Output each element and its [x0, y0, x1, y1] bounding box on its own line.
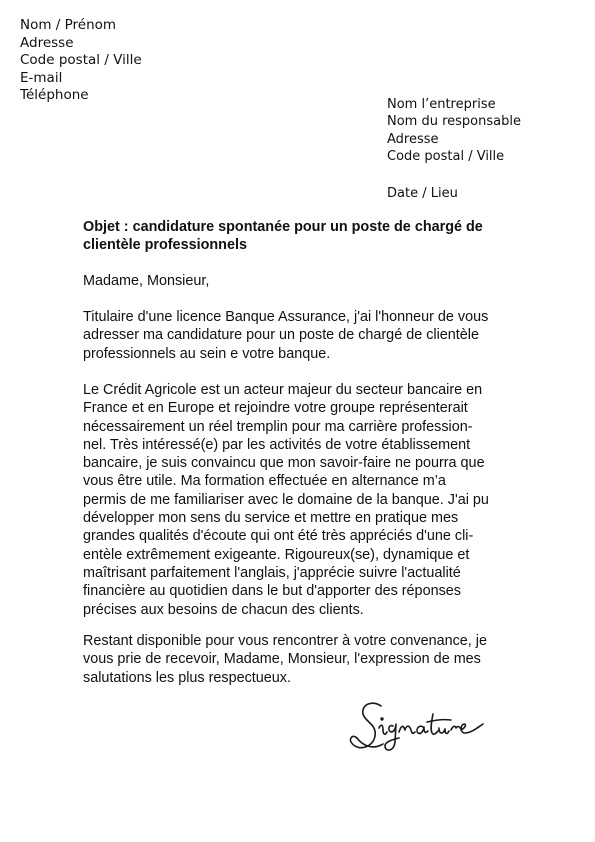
recipient-postal-city: Code postal / Ville [387, 149, 505, 165]
paragraph-line: grandes qualités d'écoute qui ont été très appréciés d'une cli- [83, 528, 474, 545]
handwritten-signature [343, 694, 493, 764]
signature-strokes [350, 703, 483, 750]
paragraph-line: vous être utile. Ma formation effectuée en alternance m’a [83, 473, 446, 490]
paragraph-line: adresser ma candidature pour un poste de chargé de clientèle [83, 327, 479, 344]
date-place-text: Date / Lieu [387, 186, 458, 201]
sender-postal-city: Code postal / Ville [20, 52, 142, 69]
paragraph-line: Le Crédit Agricole est un acteur majeur du secteur bancaire en [83, 382, 483, 398]
subject-line-2: clientèle professionnels [83, 237, 247, 254]
recipient-manager: Nom du responsable [387, 114, 521, 130]
salutation [83, 272, 513, 290]
subject-line-1: Objet : candidature spontanée pour un poste de chargé de [83, 219, 483, 235]
paragraph-closing [83, 632, 513, 687]
paragraph-line: Titulaire d'une licence Banque Assurance, j'ai l'honneur de vous [83, 309, 489, 325]
paragraph-line: nécessairement un réel tremplin pour ma carrière profession- [83, 418, 473, 435]
paragraph-line: vous prie de recevoir, Madame, Monsieur, l'expression de mes [83, 651, 481, 668]
salutation-text: Madame, Monsieur, [83, 273, 210, 289]
sender-address: Adresse [20, 34, 74, 51]
paragraph-line: financière au quotidien dans le but d'apporter des réponses [83, 583, 461, 600]
recipient-company: Nom l’entreprise [387, 97, 496, 112]
paragraph-line: permis de me familiariser avec le domaine de la banque. J'ai pu [83, 491, 489, 508]
paragraph-line: bancaire, je suis convaincu que mon savoir-faire ne pourra que [83, 455, 485, 472]
paragraph-intro [83, 308, 513, 363]
paragraph-line: professionnels au sein e votre banque. [83, 345, 331, 362]
paragraph-line: Restant disponible pour vous rencontrer à votre convenance, je [83, 633, 487, 649]
paragraph-line: développer mon sens du service et mettre en pratique mes [83, 510, 459, 527]
recipient-block [387, 96, 521, 166]
subject-line [83, 218, 513, 255]
date-place [387, 185, 458, 202]
sender-name: Nom / Prénom [20, 17, 117, 33]
paragraph-line: précises aux besoins de chacun des clients. [83, 601, 364, 618]
sender-block [20, 17, 142, 105]
paragraph-motivation [83, 381, 513, 619]
paragraph-line: maîtrisant parfaitement l'anglais, j'apprécie suivre l'actualité [83, 564, 461, 581]
paragraph-line: nel. Très intéressé(e) par les activités de votre établissement [83, 436, 471, 453]
sender-phone: Téléphone [20, 87, 89, 104]
recipient-address: Adresse [387, 131, 439, 147]
sender-email: E-mail [20, 69, 63, 86]
paragraph-line: France et en Europe et rejoindre votre groupe représenterait [83, 400, 468, 417]
paragraph-line: salutations les plus respectueux. [83, 669, 291, 686]
paragraph-line: entèle extrêmement exigeante. Rigoureux(se), dynamique et [83, 546, 470, 563]
